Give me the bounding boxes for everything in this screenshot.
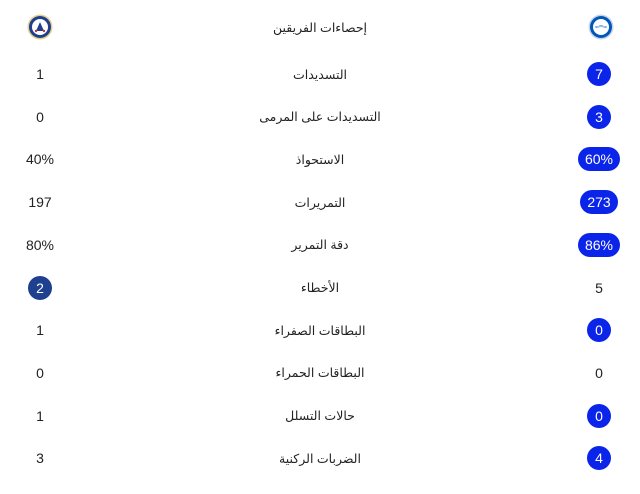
away-stat-value: 5 xyxy=(595,279,603,296)
home-stat-value: 80% xyxy=(25,236,55,253)
away-stat-cell xyxy=(566,352,632,394)
home-stat-value: 0 xyxy=(36,108,44,125)
away-stat-value: 0 xyxy=(595,364,603,381)
home-stat-value: 40% xyxy=(25,151,55,168)
away-stat-cell xyxy=(566,53,632,95)
stat-row xyxy=(0,267,640,309)
home-stat-cell xyxy=(8,224,72,266)
home-stat-cell xyxy=(8,437,72,479)
stat-label: التمريرات xyxy=(294,195,346,210)
brighton-crest-icon xyxy=(588,14,614,40)
stat-row xyxy=(0,181,640,223)
home-stat-value: 1 xyxy=(36,407,44,424)
away-stat-badge: 3 xyxy=(587,105,611,129)
stat-label: الاستحواذ xyxy=(295,152,345,167)
home-stat-cell xyxy=(8,267,72,309)
stat-label: حالات التسلل xyxy=(285,409,355,424)
chelsea-crest-icon xyxy=(27,14,53,40)
stat-label: البطاقات الحمراء xyxy=(275,366,365,381)
away-stat-badge: 4 xyxy=(587,446,611,470)
stat-row xyxy=(0,309,640,351)
away-stat-cell xyxy=(566,395,632,437)
page-title: إحصاءات الفريقين xyxy=(272,20,368,35)
away-stat-cell xyxy=(566,437,632,479)
away-stat-badge: 0 xyxy=(587,404,611,428)
stat-row xyxy=(0,437,640,479)
away-stat-cell xyxy=(566,224,632,266)
away-stat-badge: 86% xyxy=(578,233,620,257)
away-stat-cell xyxy=(566,96,632,138)
away-stat-badge: 0 xyxy=(587,318,611,342)
home-stat-cell xyxy=(8,53,72,95)
home-stat-cell xyxy=(8,395,72,437)
stats-header xyxy=(0,6,640,48)
home-stat-value: 3 xyxy=(36,450,44,467)
away-stat-cell xyxy=(566,309,632,351)
home-stat-badge: 2 xyxy=(28,276,52,300)
stat-row xyxy=(0,138,640,180)
home-stat-cell xyxy=(8,96,72,138)
stat-row xyxy=(0,96,640,138)
home-stat-cell xyxy=(8,138,72,180)
away-stat-cell xyxy=(566,181,632,223)
home-stat-cell xyxy=(8,352,72,394)
away-stat-cell xyxy=(566,267,632,309)
stat-label: الضربات الركنية xyxy=(279,451,361,466)
stat-row xyxy=(0,352,640,394)
stat-row xyxy=(0,53,640,95)
away-stat-cell xyxy=(566,138,632,180)
home-stat-cell xyxy=(8,181,72,223)
home-stat-cell xyxy=(8,309,72,351)
home-stat-value: 0 xyxy=(36,364,44,381)
away-stat-badge: 7 xyxy=(587,62,611,86)
stat-label: التسديدات xyxy=(292,67,348,82)
stat-row xyxy=(0,224,640,266)
home-stat-value: 197 xyxy=(28,194,52,211)
away-stat-badge: 273 xyxy=(580,190,617,214)
stat-label: الأخطاء xyxy=(300,281,340,295)
home-stat-value: 1 xyxy=(36,66,44,82)
away-stat-badge: 60% xyxy=(578,147,620,171)
stat-label: دقة التمرير xyxy=(291,238,349,253)
stat-label: التسديدات على المرمى xyxy=(259,110,381,125)
home-stat-value: 1 xyxy=(36,322,44,339)
stat-label: البطاقات الصفراء xyxy=(274,323,366,338)
stat-row xyxy=(0,395,640,437)
